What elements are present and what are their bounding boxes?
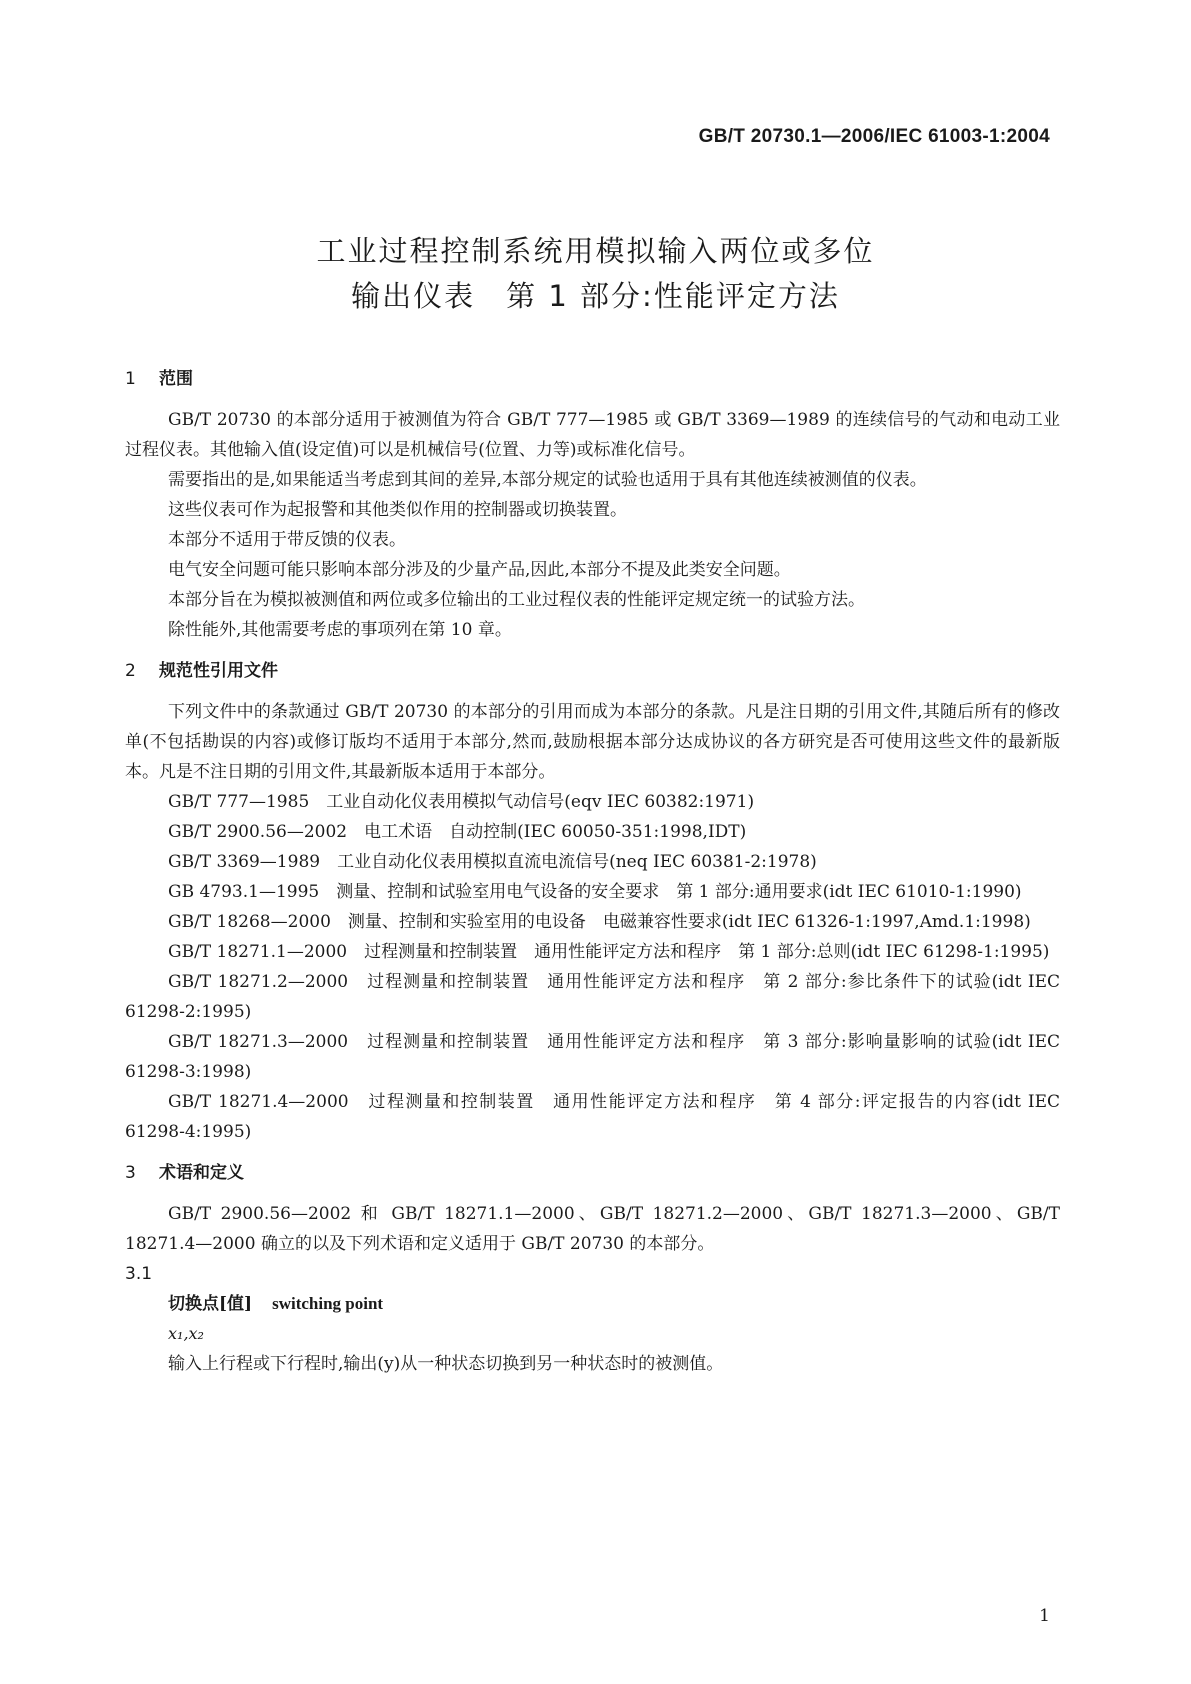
section-number: 1 <box>125 369 136 389</box>
section-number: 3 <box>125 1163 136 1183</box>
title-line-2: 输出仪表 第 1 部分:性能评定方法 <box>351 279 840 313</box>
reference-item: GB/T 18271.4—2000 过程测量和控制装置 通用性能评定方法和程序 第 4 部分:评定报告的内容(idt IEC 61298-4:1995) <box>125 1092 1060 1142</box>
reference-item: GB/T 18271.3—2000 过程测量和控制装置 通用性能评定方法和程序 第 3 部分:影响量影响的试验(idt IEC 61298-3:1998) <box>125 1032 1060 1082</box>
section-number: 2 <box>125 661 136 681</box>
section-3-heading <box>125 1159 1060 1187</box>
reference-item: GB/T 3369—1989 工业自动化仪表用模拟直流电流信号(neq IEC 60381-2:1978) <box>168 852 817 872</box>
paragraph: 电气安全问题可能只影响本部分涉及的少量产品,因此,本部分不提及此类安全问题。 <box>168 560 791 580</box>
reference-item: GB/T 18271.2—2000 过程测量和控制装置 通用性能评定方法和程序 第 2 部分:参比条件下的试验(idt IEC 61298-2:1995) <box>125 972 1060 1022</box>
section-title: 规范性引用文件 <box>159 661 278 681</box>
reference-item: GB/T 18268—2000 测量、控制和实验室用的电设备 电磁兼容性要求(idt IEC 61326-1:1997,Amd.1:1998) <box>168 912 1031 932</box>
document-title <box>0 229 1191 319</box>
reference-item: GB/T 2900.56—2002 电工术语 自动控制(IEC 60050-351:1998,IDT) <box>168 822 747 842</box>
page-number: 1 <box>1039 1606 1050 1626</box>
term-name-en: switching point <box>272 1294 384 1313</box>
section-title: 术语和定义 <box>159 1163 244 1183</box>
term-name-cn: 切换点[值] <box>168 1294 253 1314</box>
reference-item: GB/T 777—1985 工业自动化仪表用模拟气动信号(eqv IEC 60382:1971) <box>168 792 755 812</box>
title-line-1: 工业过程控制系统用模拟输入两位或多位 <box>316 234 875 268</box>
document-body <box>125 365 1060 1379</box>
paragraph: GB/T 2900.56—2002 和 GB/T 18271.1—2000、GB/T 18271.2—2000、GB/T 18271.3—2000、GB/T 18271.4—2000 确立的以及下列术语和定义适用于 GB/T 20730 的本部分。 <box>125 1204 1060 1254</box>
paragraph: 除性能外,其他需要考虑的事项列在第 10 章。 <box>168 620 512 640</box>
reference-item: GB 4793.1—1995 测量、控制和试验室用电气设备的安全要求 第 1 部分:通用要求(idt IEC 61010-1:1990) <box>168 882 1022 902</box>
paragraph: 这些仪表可作为起报警和其他类似作用的控制器或切换装置。 <box>168 500 627 520</box>
paragraph: 下列文件中的条款通过 GB/T 20730 的本部分的引用而成为本部分的条款。凡是注日期的引用文件,其随后所有的修改单(不包括勘误的内容)或修订版均不适用于本部分,然而,鼓励根据本部分达成协议的各方研究是否可使用这些文件的最新版本。凡是不注日期的引用文件,其最新版本适用于本部分。 <box>125 702 1060 782</box>
term-number: 3.1 <box>125 1264 153 1284</box>
section-2-heading <box>125 657 1060 685</box>
paragraph: 本部分不适用于带反馈的仪表。 <box>168 530 406 550</box>
section-1-heading <box>125 365 1060 393</box>
term-heading <box>125 1289 1060 1319</box>
section-title: 范围 <box>159 369 193 389</box>
reference-item: GB/T 18271.1—2000 过程测量和控制装置 通用性能评定方法和程序 第 1 部分:总则(idt IEC 61298-1:1995) <box>168 942 1050 962</box>
standard-code: GB/T 20730.1—2006/IEC 61003-1:2004 <box>698 126 1050 147</box>
paragraph: 本部分旨在为模拟被测值和两位或多位输出的工业过程仪表的性能评定规定统一的试验方法。 <box>168 590 865 610</box>
term-symbol: x₁,x₂ <box>168 1324 204 1343</box>
paragraph: 需要指出的是,如果能适当考虑到其间的差异,本部分规定的试验也适用于具有其他连续被测值的仪表。 <box>168 470 927 490</box>
term-definition: 输入上行程或下行程时,输出(y)从一种状态切换到另一种状态时的被测值。 <box>168 1354 724 1374</box>
paragraph: GB/T 20730 的本部分适用于被测值为符合 GB/T 777—1985 或 GB/T 3369—1989 的连续信号的气动和电动工业过程仪表。其他输入值(设定值)可以是机械信号(位置、力等)或标准化信号。 <box>125 410 1060 460</box>
